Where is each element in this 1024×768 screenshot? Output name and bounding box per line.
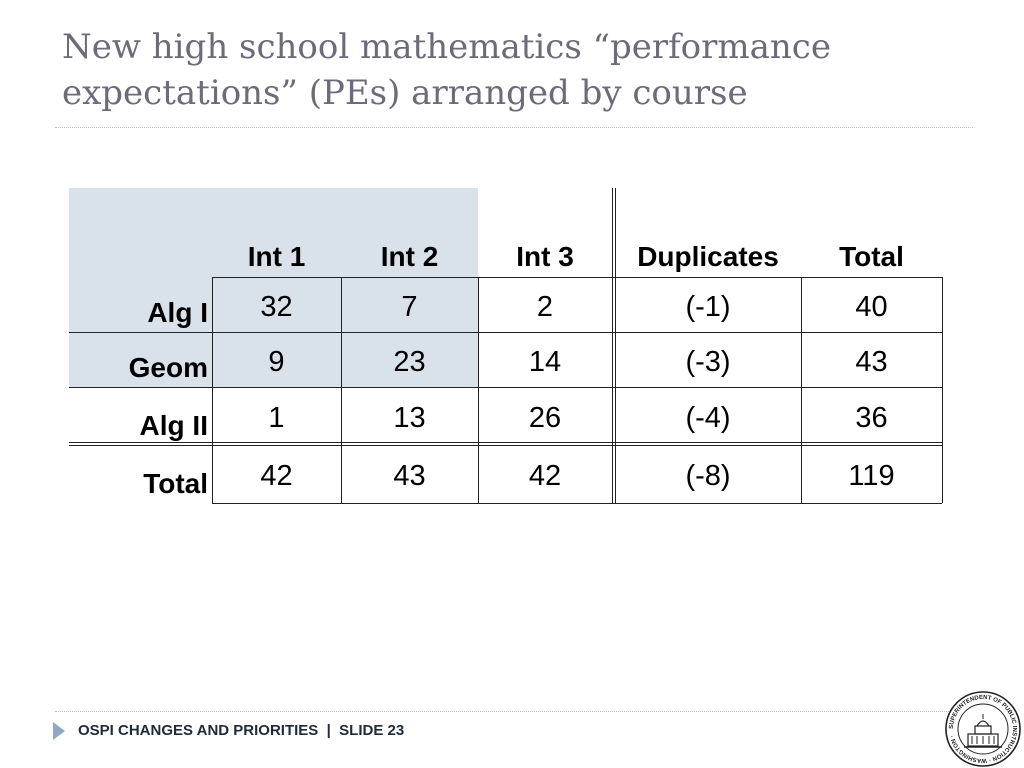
table-cell: 42 — [528, 459, 562, 492]
row-header-total: Total — [143, 468, 208, 499]
table-cell: (-1) — [685, 290, 731, 323]
table-hline — [212, 277, 942, 278]
column-header-int1: Int 1 — [247, 241, 306, 272]
table-cell: 23 — [393, 345, 426, 378]
table-cell: (-4) — [685, 401, 731, 434]
footer-divider — [55, 711, 973, 712]
table-cell: 32 — [260, 290, 293, 323]
row-header-geom: Geom — [128, 352, 208, 383]
table-cell: 36 — [855, 401, 888, 434]
table-cell: 13 — [393, 401, 426, 434]
table-cell: 9 — [268, 345, 285, 378]
table-cell: 14 — [528, 345, 562, 378]
table-cell: 43 — [393, 459, 426, 492]
table-cell: (-3) — [685, 345, 731, 378]
table-cell: 43 — [855, 345, 888, 378]
row-header-alg2: Alg II — [139, 410, 208, 441]
slide-title: New high school mathematics “performance expectations” (PEs) arranged by course — [62, 27, 831, 113]
table-cell: (-8) — [685, 459, 731, 492]
column-header-int2: Int 2 — [380, 241, 439, 272]
table-cell: 26 — [528, 401, 562, 434]
column-header-duplicates: Duplicates — [637, 241, 779, 272]
ospi-seal-logo — [944, 690, 1022, 768]
table-hline — [212, 503, 942, 504]
table-cell: 40 — [855, 290, 888, 323]
table-cell: 2 — [536, 290, 554, 323]
column-header-total: Total — [839, 241, 904, 272]
table-vline — [612, 188, 613, 503]
footer-arrow-icon — [53, 722, 65, 740]
table-cell: 42 — [260, 459, 293, 492]
table-cell: 1 — [268, 401, 285, 434]
table-cell: 119 — [848, 459, 895, 492]
table-cell: 7 — [401, 290, 418, 323]
table-vline — [942, 277, 943, 503]
svg-text:SUPERINTENDENT OF PUBLIC INSTR: SUPERINTENDENT OF PUBLIC INSTRUCTION · WASHINGTON · — [948, 694, 1018, 764]
column-header-int3: Int 3 — [516, 241, 574, 272]
row-header-alg1: Alg I — [147, 297, 208, 328]
footer-label: OSPI CHANGES AND PRIORITIES | SLIDE 23 — [78, 722, 405, 739]
